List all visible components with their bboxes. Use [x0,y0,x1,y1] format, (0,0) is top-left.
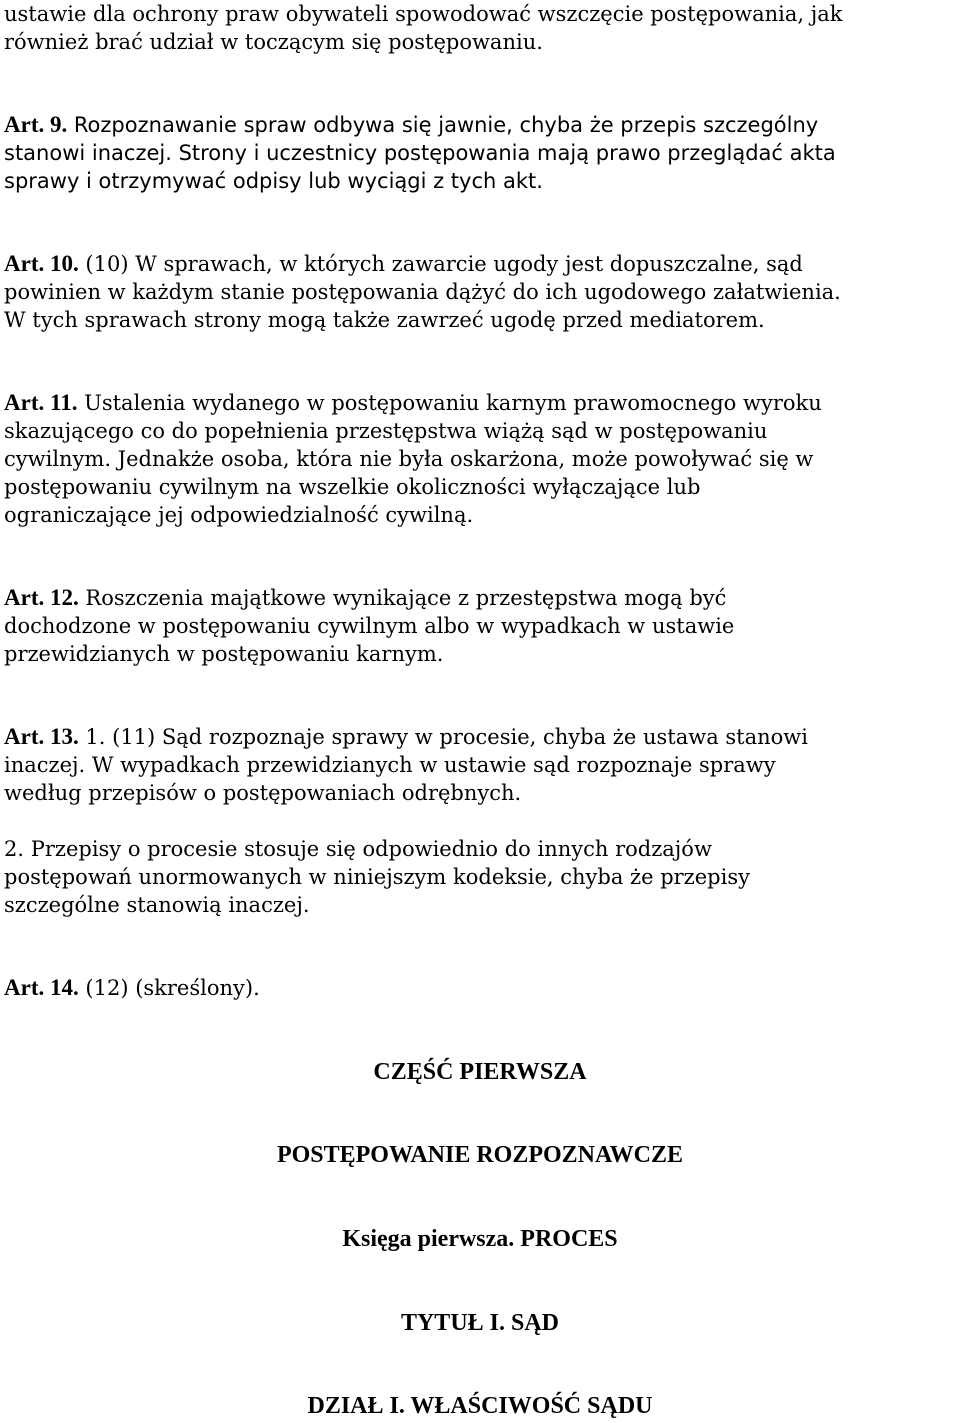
article-text: Rozpoznawanie spraw odbywa się jawnie, chyba że przepis szczególny [67,113,819,137]
article-14 [4,974,260,1002]
article-text: (12) (skreślony). [78,976,260,1000]
text-line: według przepisów o postępowaniach odrębnych. [4,781,522,805]
article-9 [4,111,818,139]
article-11 [4,389,822,417]
article-text: Roszczenia majątkowe wynikające z przestępstwa mogą być [78,586,727,610]
article-text: (10) W sprawach, w których zawarcie ugody jest dopuszczalne, sąd [78,252,803,276]
text-line: ograniczające jej odpowiedzialność cywilną. [4,503,474,527]
text-line: szczególne stanowią inaczej. [4,893,310,917]
text-line: również brać udział w toczącym się postępowaniu. [4,30,543,54]
division-heading: DZIAŁ I. WŁAŚCIWOŚĆ SĄDU [307,1393,653,1419]
article-text: Ustalenia wydanego w postępowaniu karnym prawomocnego wyroku [77,391,822,415]
text-line: W tych sprawach strony mogą także zawrzeć ugodę przed mediatorem. [4,308,765,332]
text-line: ustawie dla ochrony praw obywateli spowodować wszczęcie postępowania, jak [4,2,843,26]
text-line: cywilnym. Jednakże osoba, która nie była oskarżona, może powoływać się w [4,447,814,471]
article-number: Art. 11. [4,390,78,415]
article-10 [4,250,803,278]
text-line: powinien w każdym stanie postępowania dążyć do ich ugodowego załatwienia. [4,280,841,304]
text-line: 2. Przepisy o procesie stosuje się odpowiednio do innych rodzajów [4,837,712,861]
text-line: stanowi inaczej. Strony i uczestnicy postępowania mają prawo przeglądać akta [4,141,836,165]
section-heading: POSTĘPOWANIE ROZPOZNAWCZE [276,1142,684,1168]
text-line: skazującego co do popełnienia przestępstwa wiążą sąd w postępowaniu [4,419,768,443]
text-line: inaczej. W wypadkach przewidzianych w ustawie sąd rozpoznaje sprawy [4,753,776,777]
text-line: dochodzone w postępowaniu cywilnym albo w wypadkach w ustawie [4,614,735,638]
part-heading: CZĘŚĆ PIERWSZA [373,1059,587,1085]
text-line: przewidzianych w postępowaniu karnym. [4,642,444,666]
article-text: 1. (11) Sąd rozpoznaje sprawy w procesie, chyba że ustawa stanowi [78,725,808,749]
article-number: Art. 9. [4,112,68,137]
text-line: postępowaniu cywilnym na wszelkie okoliczności wyłączające lub [4,475,701,499]
book-heading: Księga pierwsza. PROCES [342,1226,618,1252]
article-number: Art. 10. [4,251,79,276]
title-heading: TYTUŁ I. SĄD [400,1310,560,1336]
text-line: sprawy i otrzymywać odpisy lub wyciągi z tych akt. [4,169,543,193]
article-number: Art. 14. [4,975,79,1000]
text-line: postępowań unormowanych w niniejszym kodeksie, chyba że przepisy [4,865,750,889]
article-number: Art. 12. [4,585,79,610]
article-13 [4,723,808,751]
article-12 [4,584,726,612]
article-number: Art. 13. [4,724,79,749]
